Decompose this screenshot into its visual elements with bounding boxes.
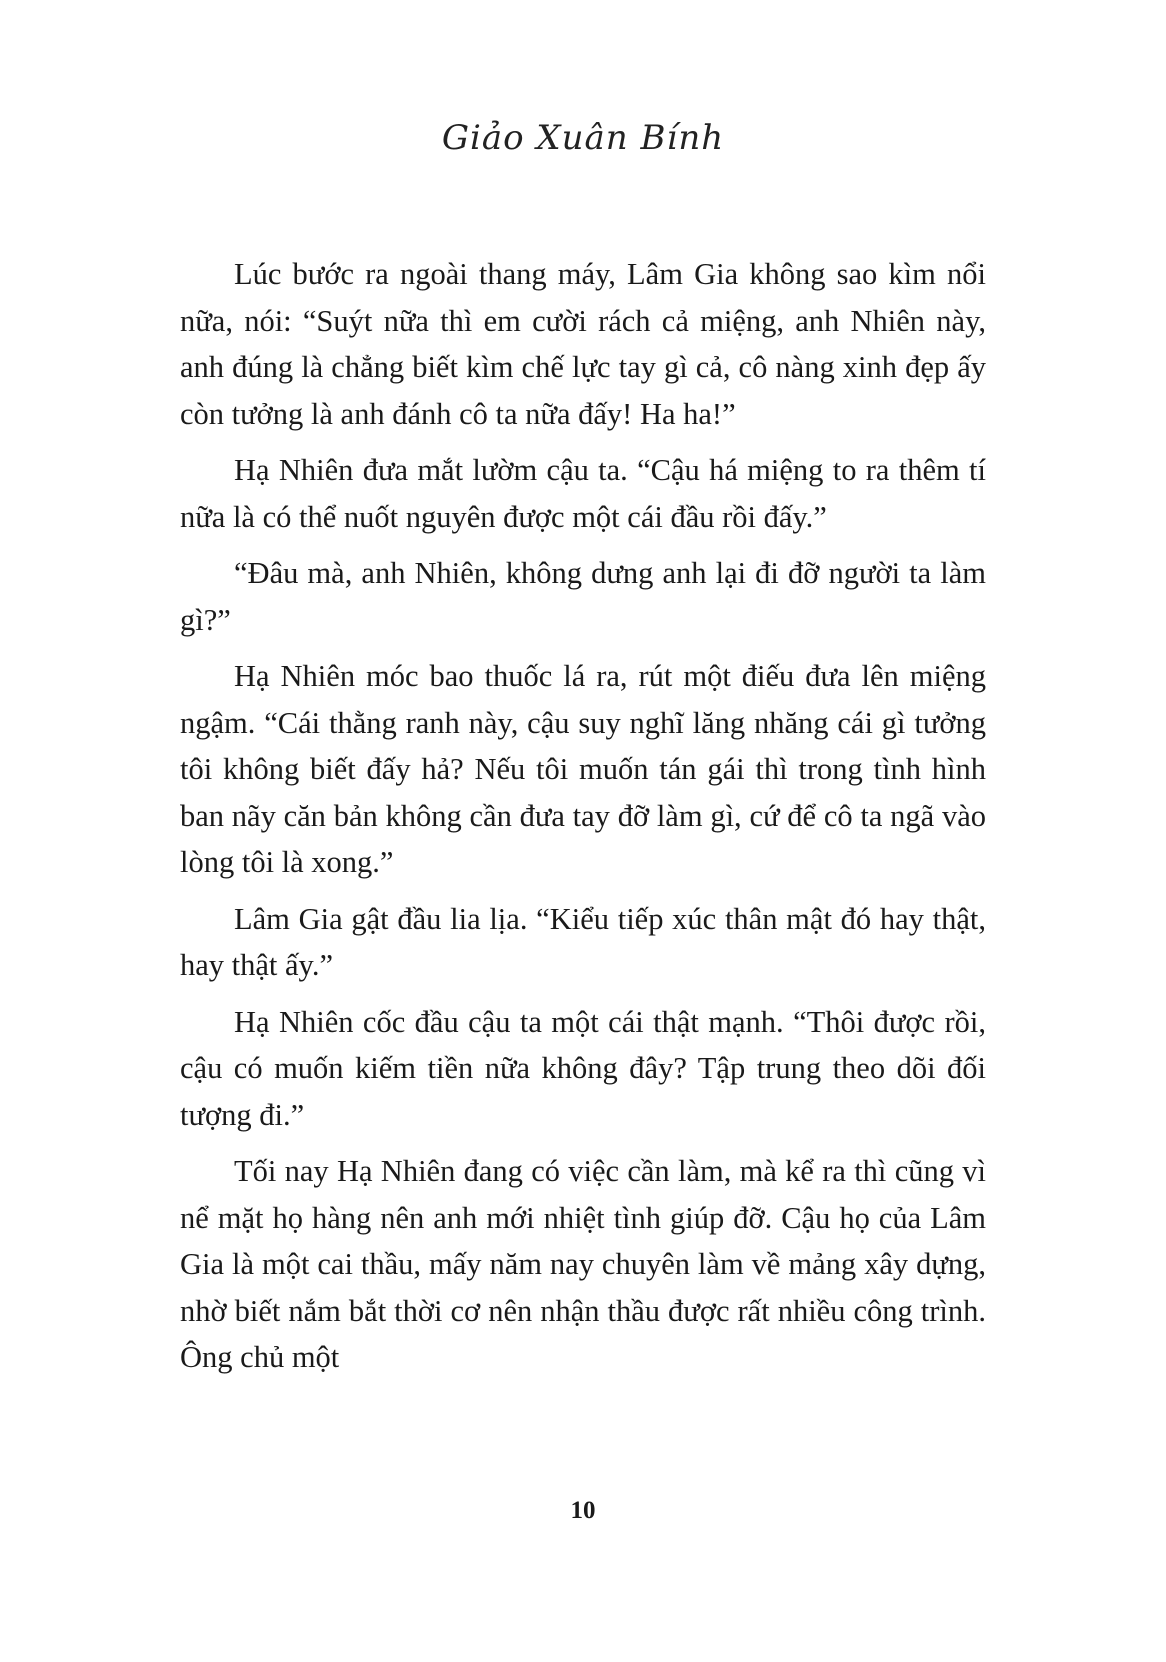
paragraph-6: Hạ Nhiên cốc đầu cậu ta một cái thật mạnh. “Thôi được rồi, cậu có muốn kiếm tiền nữa không đây? Tập trung theo dõi đối tượng đi.” — [180, 1004, 986, 1132]
paragraph-2: Hạ Nhiên đưa mắt lườm cậu ta. “Cậu há miệng to ra thêm tí nữa là có thể nuốt nguyên được một cái đầu rồi đấy.” — [180, 453, 986, 534]
paragraph-7: Tối nay Hạ Nhiên đang có việc cần làm, mà kể ra thì cũng vì nể mặt họ hàng nên anh mới nhiệt tình giúp đỡ. Cậu họ của Lâm Gia là một cai thầu, mấy năm nay chuyên làm về mảng xây dựng, nhờ biết nắm bắt thời cơ nên nhận thầu được rất nhiều công trình. Ông chủ một — [180, 1154, 986, 1374]
running-header: Giảo Xuân Bính — [441, 118, 725, 158]
paragraph-5: Lâm Gia gật đầu lia lịa. “Kiểu tiếp xúc thân mật đó hay thật, hay thật ấy.” — [180, 901, 986, 982]
paragraph-1: Lúc bước ra ngoài thang máy, Lâm Gia không sao kìm nổi nữa, nói: “Suýt nữa thì em cười rách cả miệng, anh Nhiên này, anh đúng là chẳng biết kìm chế lực tay gì cả, cô nàng xinh đẹp ấy còn tưởng là anh đánh cô ta nữa đấy! Ha ha!” — [180, 257, 986, 431]
paragraph-3: “Đâu mà, anh Nhiên, không dưng anh lại đi đỡ người ta làm gì?” — [180, 556, 986, 637]
paragraph-4: Hạ Nhiên móc bao thuốc lá ra, rút một điếu đưa lên miệng ngậm. “Cái thằng ranh này, cậu suy nghĩ lăng nhăng cái gì tưởng tôi không biết đấy hả? Nếu tôi muốn tán gái thì trong tình hình ban nãy căn bản không cần đưa tay đỡ làm gì, cứ để cô ta ngã vào lòng tôi là xong.” — [180, 659, 986, 879]
body-text — [180, 251, 986, 1391]
page-number: 10 — [570, 1497, 596, 1524]
